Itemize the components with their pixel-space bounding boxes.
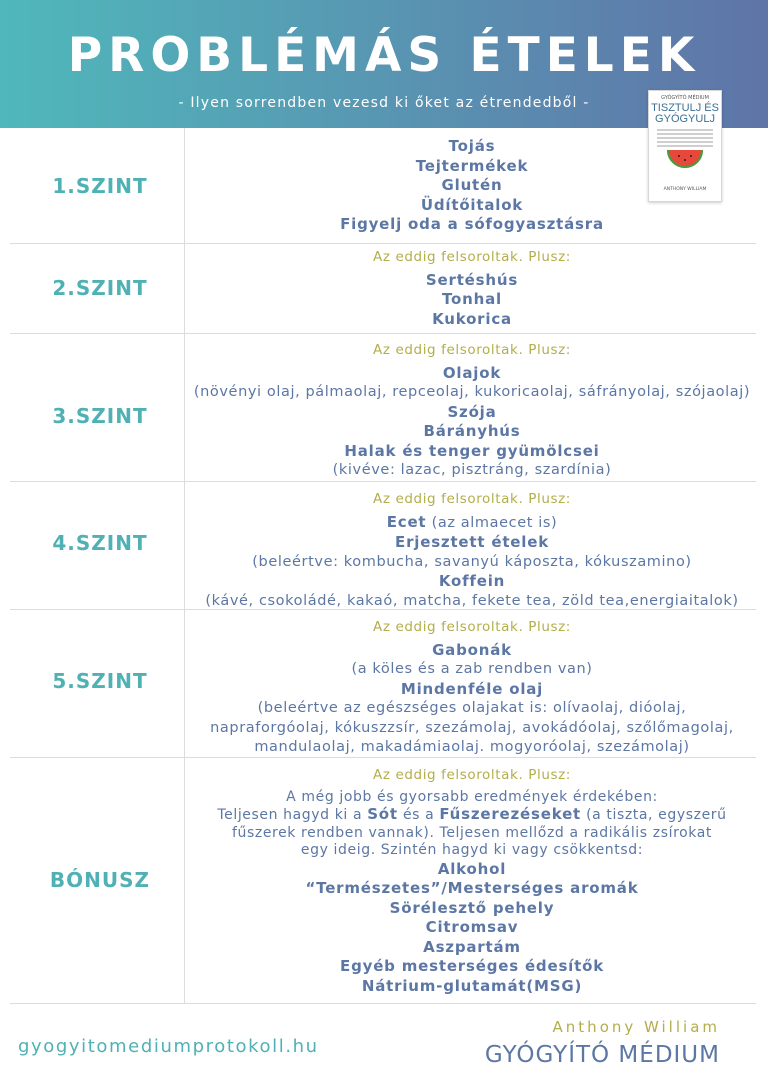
food-note: (kávé, csokoládé, kakaó, matcha, fekete tea, zöld tea,energiaitalok) xyxy=(205,592,739,609)
book-title: TISZTULJ ÉS GYÓGYULJ xyxy=(651,102,719,125)
food-item: Olajok xyxy=(442,363,502,382)
level-5-label: 5.SZINT xyxy=(52,669,148,693)
food-item: Nátrium-glutamát(MSG) xyxy=(361,976,583,995)
plus-note: Az eddig felsoroltak. Plusz: xyxy=(373,342,571,358)
food-item: Szója xyxy=(447,402,497,421)
food-note: (kivéve: lazac, pisztráng, szardínia) xyxy=(332,462,612,478)
plus-note: Az eddig felsoroltak. Plusz: xyxy=(373,767,571,783)
food-item: “Természetes”/Mesterséges aromák xyxy=(305,879,639,897)
book-blurb xyxy=(657,129,713,149)
food-item: Ecet xyxy=(386,512,427,531)
watermelon-icon xyxy=(667,149,703,171)
level-2-label: 2.SZINT xyxy=(52,276,148,300)
food-item: Egyéb mesterséges édesítők xyxy=(340,957,604,975)
book-author: ANTHONY WILLIAM xyxy=(663,187,707,192)
level-3-label: 3.SZINT xyxy=(52,404,148,428)
level-5-content xyxy=(186,618,758,758)
food-item: Gabonák xyxy=(432,640,512,659)
page-title: PROBLÉMÁS ÉTELEK xyxy=(67,28,701,83)
food-item: Kukorica xyxy=(432,309,512,328)
food-note: (beleértve: kombucha, savanyú káposzta, kókuszamino) xyxy=(252,553,692,570)
food-item-line xyxy=(186,513,758,534)
website-link[interactable]: gyogyitomediumprotokoll.hu xyxy=(18,1036,319,1057)
level-1-label: 1.SZINT xyxy=(52,174,148,198)
row-divider xyxy=(10,481,756,482)
food-item: Halak és tenger gyümölcsei xyxy=(344,441,600,460)
food-item: Alkohol xyxy=(437,859,507,878)
level-4-content xyxy=(186,490,758,611)
food-item: Mindenféle olaj xyxy=(400,679,544,698)
food-item: Sörélesztő pehely xyxy=(389,898,555,917)
bonus-text: fűszerek rendben vannak). Teljesen mellőzd a radikális zsírokat xyxy=(231,824,713,841)
bonus-text: egy ideig. Szintén hagyd ki vagy csökkentsd: xyxy=(300,842,644,858)
row-divider xyxy=(10,243,756,244)
bonus-text: Teljesen hagyd ki a Sót és a Fűszerezéseket (a tiszta, egyszerű xyxy=(217,805,727,823)
brand-name: GYÓGYÍTÓ MÉDIUM xyxy=(484,1042,720,1068)
food-item: Tonhal xyxy=(442,290,502,308)
plus-note: Az eddig felsoroltak. Plusz: xyxy=(373,491,571,507)
food-item: Sertéshús xyxy=(425,270,519,289)
food-note: (az almaecet is) xyxy=(426,514,558,531)
bonus-label: BÓNUSZ xyxy=(49,868,151,892)
food-item: Glutén xyxy=(441,176,503,194)
food-item: Tojás xyxy=(448,137,496,155)
food-item: Citromsav xyxy=(425,918,519,936)
plus-note: Az eddig felsoroltak. Plusz: xyxy=(373,249,571,265)
bonus-text: A még jobb és gyorsabb eredmények érdekében: xyxy=(286,788,658,805)
food-item: Figyelj oda a sófogyasztásra xyxy=(340,215,604,233)
author-name: Anthony William xyxy=(552,1018,720,1036)
row-divider xyxy=(10,1003,756,1004)
plus-note: Az eddig felsoroltak. Plusz: xyxy=(373,619,571,635)
level-4-label: 4.SZINT xyxy=(52,531,148,555)
food-note: (a köles és a zab rendben van) xyxy=(351,661,593,677)
food-item: Üdítőitalok xyxy=(420,195,524,214)
food-item: Koffein xyxy=(438,572,506,590)
food-item: Tejtermékek xyxy=(415,156,529,175)
food-item: Bárányhús xyxy=(423,422,521,440)
food-note: napraforgóolaj, kókuszzsír, szezámolaj, avokádóolaj, szőlőmagolaj, xyxy=(210,719,734,736)
food-note: (növényi olaj, pálmaolaj, repceolaj, kukoricaolaj, sáfrányolaj, szójaolaj) xyxy=(193,384,751,400)
level-3-content xyxy=(186,341,758,481)
level-2-content xyxy=(186,248,758,329)
page-subtitle: - Ilyen sorrendben vezesd ki őket az étrendedből - xyxy=(178,95,590,111)
food-item: Aszpartám xyxy=(423,937,521,956)
book-cover-image xyxy=(648,90,722,202)
book-brand: GYÓGYÍTÓ MÉDIUM xyxy=(661,95,709,101)
food-note: mandulaolaj, makadámiaolaj. mogyoróolaj, szezámolaj) xyxy=(254,739,690,755)
food-item: Erjesztett ételek xyxy=(395,533,549,551)
row-divider xyxy=(10,333,756,334)
food-note: (beleértve az egészséges olajakat is: olívaolaj, dióolaj, xyxy=(257,700,687,716)
levels-table xyxy=(0,128,768,1004)
bonus-content xyxy=(186,766,758,996)
